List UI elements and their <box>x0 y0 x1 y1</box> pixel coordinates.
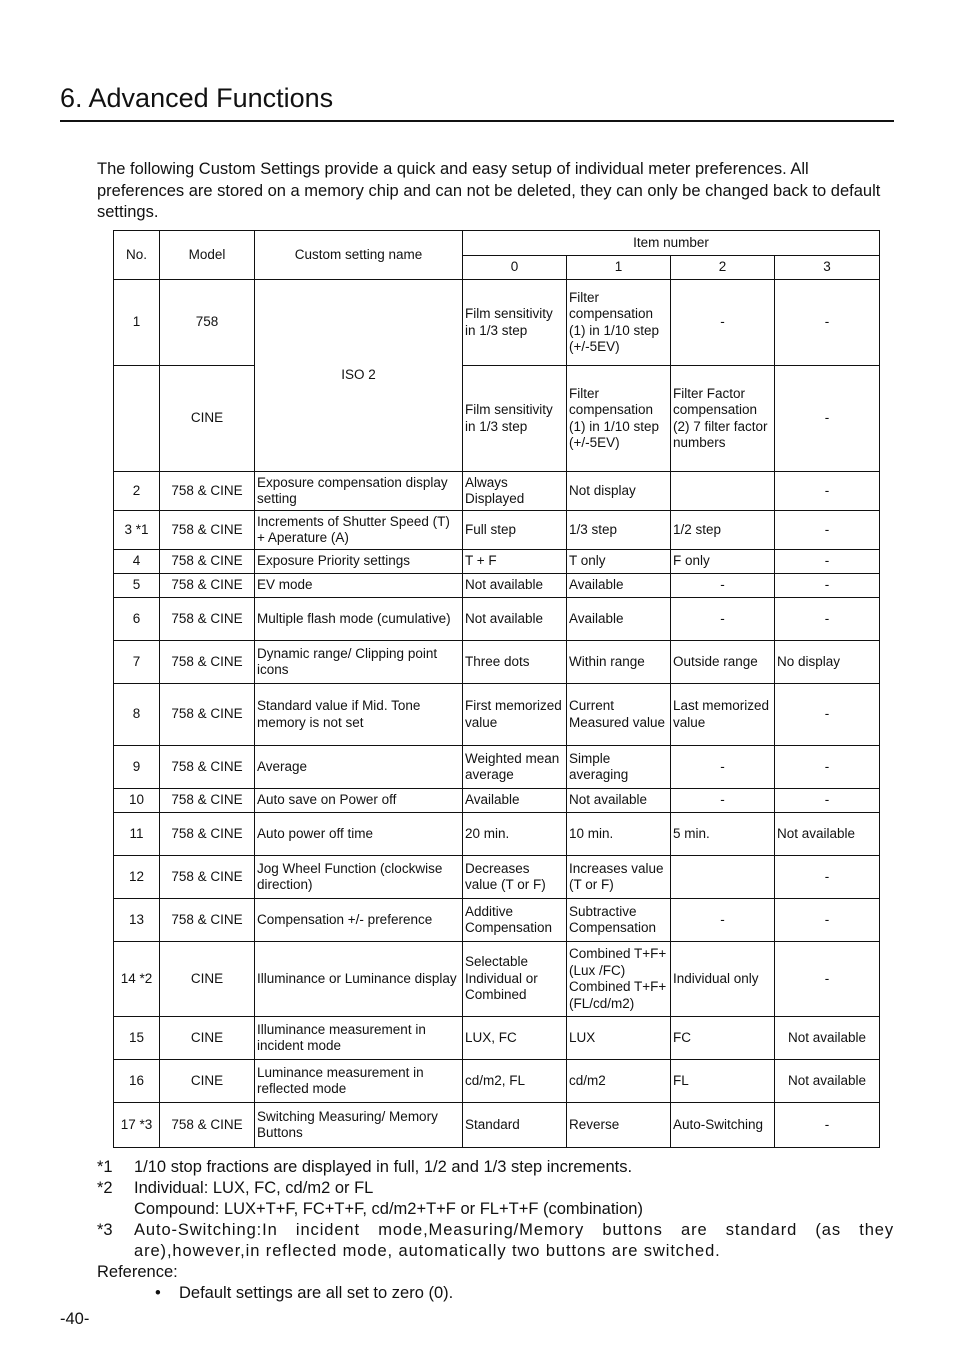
table-row <box>114 280 880 366</box>
row-no: 16 <box>114 1060 160 1103</box>
row-model: CINE <box>160 1017 255 1060</box>
row-item-1: Reverse <box>567 1103 671 1148</box>
row-setting-name: Dynamic range/ Clipping point icons <box>255 641 463 684</box>
footnote-3-text: Auto-Switching:In incident mode,Measuring/Memory buttons are standard (as they are),however,in reflected mode, automatically two buttons are switched. <box>134 1221 894 1260</box>
row-item-2: FL <box>671 1060 775 1103</box>
row-setting-name: Illuminance measurement in incident mode <box>255 1017 463 1060</box>
table-row <box>114 1017 880 1060</box>
row-item-2: Auto-Switching <box>671 1103 775 1148</box>
row-no: 10 <box>114 789 160 813</box>
row-item-3: - <box>775 550 880 574</box>
header-item-number: Item number <box>463 231 880 256</box>
row-item-2 <box>671 472 775 511</box>
row-item-1: T only <box>567 550 671 574</box>
row-setting-name: Exposure Priority settings <box>255 550 463 574</box>
row-item-3: - <box>775 789 880 813</box>
row-setting-name: Multiple flash mode (cumulative) <box>255 598 463 641</box>
row-model: CINE <box>160 942 255 1017</box>
table-row <box>114 856 880 899</box>
row-item-2: FC <box>671 1017 775 1060</box>
row-item-2: Last memorized value <box>671 684 775 746</box>
row-item-0: Decreases value (T or F) <box>463 856 567 899</box>
row-item-1: LUX <box>567 1017 671 1060</box>
row-model: 758 & CINE <box>160 899 255 942</box>
table-row <box>114 641 880 684</box>
row-no: 2 <box>114 472 160 511</box>
header-setting-name: Custom setting name <box>255 231 463 280</box>
reference-label: Reference: <box>97 1263 178 1281</box>
row-item-2: - <box>671 280 775 366</box>
row-setting-name: Auto save on Power off <box>255 789 463 813</box>
row-item-3: Not available <box>775 1017 880 1060</box>
row-item-0: Three dots <box>463 641 567 684</box>
table-row <box>114 899 880 942</box>
row-no: 11 <box>114 813 160 856</box>
row-item-3: - <box>775 856 880 899</box>
row-item-0: Full step <box>463 511 567 550</box>
row-setting-name: Luminance measurement in reflected mode <box>255 1060 463 1103</box>
row-setting-name: Switching Measuring/ Memory Buttons <box>255 1103 463 1148</box>
row-item-2: Outside range <box>671 641 775 684</box>
row-item-2: Individual only <box>671 942 775 1017</box>
row-no: 8 <box>114 684 160 746</box>
row-setting-name: Exposure compensation display setting <box>255 472 463 511</box>
row-item-0: Weighted mean average <box>463 746 567 789</box>
row-item-1: 10 min. <box>567 813 671 856</box>
table-row <box>114 1103 880 1148</box>
page-title: 6. Advanced Functions <box>60 83 334 113</box>
row-item-0: Film sensitivity in 1/3 step <box>463 366 567 472</box>
header-no: No. <box>114 231 160 280</box>
row-no: 4 <box>114 550 160 574</box>
header-item-0: 0 <box>463 256 567 280</box>
row-no: 14 *2 <box>114 942 160 1017</box>
table-row <box>114 472 880 511</box>
row-item-3: - <box>775 899 880 942</box>
footnotes <box>97 1157 894 1304</box>
custom-settings-table <box>113 230 880 1148</box>
row-item-0: Not available <box>463 574 567 598</box>
table-row <box>114 511 880 550</box>
row-item-2 <box>671 856 775 899</box>
row-setting-name: Auto power off time <box>255 813 463 856</box>
row-item-0: T + F <box>463 550 567 574</box>
row-setting-name: Compensation +/- preference <box>255 899 463 942</box>
row-no: 12 <box>114 856 160 899</box>
row-model: CINE <box>160 366 255 472</box>
reference-item <box>97 1283 894 1304</box>
row-item-3: - <box>775 684 880 746</box>
footnote-2-text-a: Individual: LUX, FC, cd/m2 or FL <box>134 1179 374 1197</box>
row-item-3: - <box>775 746 880 789</box>
row-model: 758 & CINE <box>160 598 255 641</box>
row-item-2: F only <box>671 550 775 574</box>
page-title-bar <box>60 80 894 122</box>
row-item-2: 5 min. <box>671 813 775 856</box>
row-no: 17 *3 <box>114 1103 160 1148</box>
row-model: 758 & CINE <box>160 511 255 550</box>
row-item-3: - <box>775 280 880 366</box>
row-item-3: - <box>775 598 880 641</box>
row-model: 758 & CINE <box>160 574 255 598</box>
row-item-0: 20 min. <box>463 813 567 856</box>
table-row <box>114 550 880 574</box>
row-item-1: Not available <box>567 789 671 813</box>
row-no: 5 <box>114 574 160 598</box>
row-item-3: - <box>775 511 880 550</box>
table-row <box>114 574 880 598</box>
row-model: 758 & CINE <box>160 789 255 813</box>
row-item-0: First memorized value <box>463 684 567 746</box>
intro-paragraph: The following Custom Settings provide a quick and easy setup of individual meter preferences. All preferences are stored on a memory chip and can not be deleted, they can only be changed back to default settings. <box>97 160 881 221</box>
row-no: 7 <box>114 641 160 684</box>
footnote-3-mark: *3 <box>97 1221 113 1239</box>
row-item-3: - <box>775 1103 880 1148</box>
row-item-2: - <box>671 574 775 598</box>
row-item-1: Simple averaging <box>567 746 671 789</box>
row-no: 15 <box>114 1017 160 1060</box>
row-item-1: Current Measured value <box>567 684 671 746</box>
table-row <box>114 942 880 1017</box>
row-model: 758 <box>160 280 255 366</box>
row-item-1: Filter compensation (1) in 1/10 step (+/-5EV) <box>567 366 671 472</box>
row-item-3: - <box>775 366 880 472</box>
row-item-1: Within range <box>567 641 671 684</box>
row-item-0: Film sensitivity in 1/3 step <box>463 280 567 366</box>
row-item-0: Standard <box>463 1103 567 1148</box>
row-no: 6 <box>114 598 160 641</box>
row-setting-name: EV mode <box>255 574 463 598</box>
row-setting-name: Standard value if Mid. Tone memory is not set <box>255 684 463 746</box>
header-item-3: 3 <box>775 256 880 280</box>
row-item-2: 1/2 step <box>671 511 775 550</box>
row-setting-name: Increments of Shutter Speed (T) + Aperature (A) <box>255 511 463 550</box>
row-model: CINE <box>160 1060 255 1103</box>
row-item-1: Available <box>567 598 671 641</box>
row-item-3: No display <box>775 641 880 684</box>
row-model: 758 & CINE <box>160 813 255 856</box>
footnote-1 <box>97 1157 894 1178</box>
row-item-3: - <box>775 942 880 1017</box>
row-no: 1 <box>114 280 160 366</box>
footnote-3 <box>97 1220 894 1262</box>
table-row <box>114 684 880 746</box>
row-item-1: Filter compensation (1) in 1/10 step (+/-5EV) <box>567 280 671 366</box>
row-no: 9 <box>114 746 160 789</box>
row-item-2: - <box>671 789 775 813</box>
header-item-1: 1 <box>567 256 671 280</box>
header-model: Model <box>160 231 255 280</box>
row-item-1: Not display <box>567 472 671 511</box>
row-item-1: Increases value (T or F) <box>567 856 671 899</box>
table-row <box>114 598 880 641</box>
row-item-3: Not available <box>775 813 880 856</box>
row-model: 758 & CINE <box>160 856 255 899</box>
row-item-2: - <box>671 598 775 641</box>
row-item-1: Available <box>567 574 671 598</box>
row-no: 3 *1 <box>114 511 160 550</box>
row-model: 758 & CINE <box>160 1103 255 1148</box>
row-item-1: Combined T+F+(Lux /FC) Combined T+F+(FL/cd/m2) <box>567 942 671 1017</box>
row-model: 758 & CINE <box>160 684 255 746</box>
reference-item-text: Default settings are all set to zero (0). <box>179 1284 454 1302</box>
footnote-1-text: 1/10 stop fractions are displayed in full, 1/2 and 1/3 step increments. <box>134 1158 633 1176</box>
table-row <box>114 789 880 813</box>
row-item-0: Additive Compensation <box>463 899 567 942</box>
row-item-1: Subtractive Compensation <box>567 899 671 942</box>
row-item-1: cd/m2 <box>567 1060 671 1103</box>
bullet-icon: • <box>155 1284 161 1302</box>
row-item-0: LUX, FC <box>463 1017 567 1060</box>
row-item-2: Filter Factor compensation (2) 7 filter factor numbers <box>671 366 775 472</box>
row-item-3: - <box>775 574 880 598</box>
row-model: 758 & CINE <box>160 746 255 789</box>
row-setting-name: Illuminance or Luminance display <box>255 942 463 1017</box>
row-item-3: - <box>775 472 880 511</box>
row-item-2: - <box>671 899 775 942</box>
table-row <box>114 813 880 856</box>
row-item-0: Available <box>463 789 567 813</box>
row-model: 758 & CINE <box>160 550 255 574</box>
table-row <box>114 746 880 789</box>
table-row <box>114 1060 880 1103</box>
row-item-0: Selectable Individual or Combined <box>463 942 567 1017</box>
footnote-2-mark: *2 <box>97 1179 113 1197</box>
row-item-0: cd/m2, FL <box>463 1060 567 1103</box>
row-model: 758 & CINE <box>160 641 255 684</box>
row-item-2: - <box>671 746 775 789</box>
row-setting-name: ISO 2 <box>255 280 463 472</box>
row-item-0: Always Displayed <box>463 472 567 511</box>
footnote-1-mark: *1 <box>97 1158 113 1176</box>
row-no: 13 <box>114 899 160 942</box>
row-model: 758 & CINE <box>160 472 255 511</box>
row-no <box>114 366 160 472</box>
row-setting-name: Jog Wheel Function (clockwise direction) <box>255 856 463 899</box>
table-row <box>114 366 880 472</box>
header-item-2: 2 <box>671 256 775 280</box>
row-item-3: Not available <box>775 1060 880 1103</box>
row-item-0: Not available <box>463 598 567 641</box>
header-row <box>114 231 880 256</box>
row-item-1: 1/3 step <box>567 511 671 550</box>
footnote-2-text-b: Compound: LUX+T+F, FC+T+F, cd/m2+T+F or FL+T+F (combination) <box>134 1200 643 1218</box>
row-setting-name: Average <box>255 746 463 789</box>
page-number: -40- <box>60 1310 90 1328</box>
footnote-2 <box>97 1178 894 1199</box>
